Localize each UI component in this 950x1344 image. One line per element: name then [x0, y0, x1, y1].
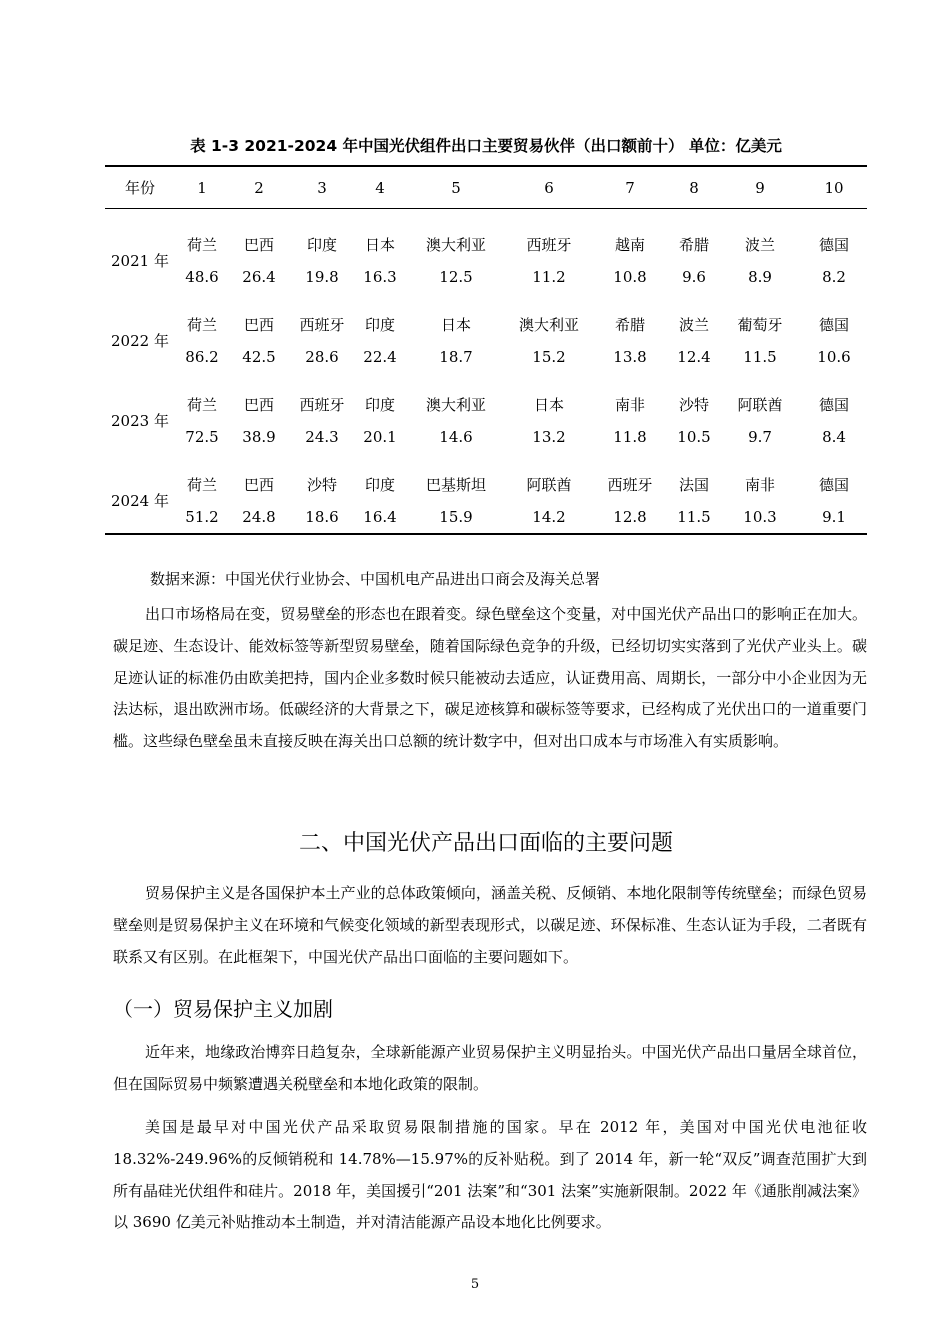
country-cell: 印度 [364, 475, 395, 494]
paragraph-protectionism-definition: 贸易保护主义是各国保护本土产业的总体政策倾向，涵盖关税、反倾销、本地化限制等传统壁垒；而绿色贸易壁垒则是贸易保护主义在环境和气候变化领域的新型表现形式，以碳足迹、环保标准、生态认证为手段，二者既有联系又有区别。在此框架下，中国光伏产品出口面临的主要问题如下。 [113, 884, 867, 966]
country-cell: 西班牙 [299, 315, 345, 334]
year-cell: 2022 年 [111, 331, 169, 350]
country-cell: 荷兰 [186, 395, 217, 414]
value-cell: 16.4 [363, 508, 397, 526]
table-row-values [105, 261, 867, 293]
country-cell: 南非 [744, 475, 775, 494]
value-cell: 86.2 [185, 348, 219, 366]
value-cell: 19.8 [305, 268, 339, 286]
header-cell: 年份 [124, 179, 155, 197]
value-cell: 12.4 [677, 348, 711, 366]
country-cell: 希腊 [614, 315, 645, 334]
country-cell: 沙特 [678, 395, 709, 414]
country-cell: 印度 [364, 315, 395, 334]
country-cell: 日本 [364, 235, 395, 254]
country-cell: 巴西 [243, 235, 274, 254]
section-heading: 二、中国光伏产品出口面临的主要问题 [298, 831, 673, 856]
country-cell: 日本 [440, 315, 471, 334]
country-cell: 沙特 [306, 475, 337, 494]
paragraph-geopolitics: 近年来，地缘政治博弈日趋复杂，全球新能源产业贸易保护主义明显抬头。中国光伏产品出口量居全球首位，但在国际贸易中频繁遭遇关税壁垒和本地化政策的限制。 [113, 1043, 867, 1093]
value-cell: 24.8 [242, 508, 276, 526]
value-cell: 15.2 [532, 348, 566, 366]
value-cell: 14.6 [439, 428, 473, 446]
value-cell: 11.2 [532, 268, 566, 286]
value-cell: 11.5 [677, 508, 711, 526]
year-cell: 2023 年 [111, 411, 169, 430]
header-cell: 6 [544, 178, 554, 197]
country-cell: 巴基斯坦 [425, 475, 486, 494]
value-cell: 24.3 [305, 428, 339, 446]
table-row-values [105, 421, 867, 453]
country-cell: 巴西 [243, 315, 274, 334]
country-cell: 巴西 [243, 395, 274, 414]
country-cell: 西班牙 [299, 395, 345, 414]
country-cell: 南非 [614, 395, 645, 414]
value-cell: 12.8 [613, 508, 647, 526]
country-cell: 波兰 [744, 235, 775, 254]
country-cell: 日本 [533, 395, 564, 414]
value-cell: 11.8 [613, 428, 647, 446]
value-cell: 9.6 [682, 268, 706, 286]
table-caption: 表 1-3 2021-2024 年中国光伏组件出口主要贸易伙伴（出口额前十） 单位：亿美元 [190, 137, 782, 155]
export-partners-table [105, 165, 867, 535]
value-cell: 42.5 [242, 348, 276, 366]
page-number: 5 [470, 1277, 480, 1292]
value-cell: 18.6 [305, 508, 339, 526]
country-cell: 希腊 [678, 235, 709, 254]
subsection-heading: （一）贸易保护主义加剧 [113, 997, 333, 1021]
table-row-values [105, 341, 867, 373]
value-cell: 13.2 [532, 428, 566, 446]
country-cell: 澳大利亚 [425, 395, 486, 414]
country-cell: 荷兰 [186, 315, 217, 334]
header-cell: 7 [625, 178, 635, 197]
value-cell: 8.9 [748, 268, 772, 286]
country-cell: 印度 [306, 235, 337, 254]
value-cell: 26.4 [242, 268, 276, 286]
paragraph-us-restrictions: 美国是最早对中国光伏产品采取贸易限制措施的国家。早在 2012 年，美国对中国光伏电池征收 18.32%-249.96%的反倾销税和 14.78%—15.97%的反补贴税。到了 2014 年，新一轮“双反”调查范围扩大到所有晶硅光伏组件和硅片。2018 年，美国援引“201 法案”和“301 法案”实施新限制。2022 年《通胀削减法案》以 3690 亿美元补贴推动本土制造，并对清洁能源产品设本地化比例要求。 [113, 1118, 867, 1232]
table-row-countries [105, 209, 867, 262]
value-cell: 20.1 [363, 428, 397, 446]
country-cell: 印度 [364, 395, 395, 414]
header-cell: 4 [375, 178, 385, 197]
value-cell: 16.3 [363, 268, 397, 286]
value-cell: 15.9 [439, 508, 473, 526]
value-cell: 8.2 [822, 268, 846, 286]
value-cell: 12.5 [439, 268, 473, 286]
country-cell: 德国 [818, 475, 849, 494]
value-cell: 10.6 [817, 348, 851, 366]
country-cell: 荷兰 [186, 235, 217, 254]
paragraph-green-barriers: 出口市场格局在变，贸易壁垒的形态也在跟着变。绿色壁垒这个变量，对中国光伏产品出口的影响正在加大。碳足迹、生态设计、能效标签等新型贸易壁垒，随着国际绿色竞争的升级，已经切切实实落到了光伏产业头上。碳足迹认证的标准仍由欧美把持，国内企业多数时候只能被动去适应，认证费用高、周期长，一部分中小企业因为无法达标，退出欧洲市场。低碳经济的大背景之下，碳足迹核算和碳标签等要求，已经构成了光伏出口的一道重要门槛。这些绿色壁垒虽未直接反映在海关出口总额的统计数字中，但对出口成本与市场准入有实质影响。 [113, 605, 867, 751]
value-cell: 10.3 [743, 508, 777, 526]
country-cell: 荷兰 [186, 475, 217, 494]
value-cell: 22.4 [363, 348, 397, 366]
table-header-row [105, 166, 867, 209]
value-cell: 10.8 [613, 268, 647, 286]
header-cell: 2 [254, 178, 264, 197]
value-cell: 11.5 [743, 348, 777, 366]
country-cell: 葡萄牙 [737, 315, 783, 334]
country-cell: 阿联酋 [737, 395, 783, 414]
value-cell: 72.5 [185, 428, 219, 446]
table-row-countries [105, 373, 867, 421]
table-row-values [105, 501, 867, 534]
header-cell: 3 [317, 178, 327, 197]
year-cell: 2024 年 [105, 453, 175, 534]
table-row-countries [105, 293, 867, 341]
value-cell: 13.8 [613, 348, 647, 366]
value-cell: 8.4 [822, 428, 846, 446]
value-cell: 38.9 [242, 428, 276, 446]
header-cell: 1 [197, 178, 207, 197]
value-cell: 48.6 [185, 268, 219, 286]
table-source-note: 数据来源：中国光伏行业协会、中国机电产品进出口商会及海关总署 [150, 570, 601, 588]
value-cell: 51.2 [185, 508, 219, 526]
country-cell: 德国 [818, 395, 849, 414]
header-cell: 5 [451, 178, 461, 197]
country-cell: 西班牙 [526, 235, 572, 254]
value-cell: 28.6 [305, 348, 339, 366]
country-cell: 澳大利亚 [425, 235, 486, 254]
country-cell: 越南 [614, 235, 645, 254]
country-cell: 巴西 [243, 475, 274, 494]
year-cell: 2021 年 [111, 251, 169, 270]
country-cell: 法国 [678, 475, 709, 494]
country-cell: 德国 [818, 235, 849, 254]
country-cell: 波兰 [678, 315, 709, 334]
header-cell: 8 [689, 178, 699, 197]
country-cell: 西班牙 [607, 475, 653, 494]
value-cell: 10.5 [677, 428, 711, 446]
country-cell: 澳大利亚 [518, 315, 579, 334]
value-cell: 9.7 [748, 428, 772, 446]
country-cell: 阿联酋 [526, 475, 572, 494]
value-cell: 14.2 [532, 508, 566, 526]
value-cell: 18.7 [439, 348, 473, 366]
table-row-countries [105, 453, 867, 501]
header-cell: 10 [824, 178, 844, 197]
header-cell: 9 [755, 178, 765, 197]
country-cell: 德国 [818, 315, 849, 334]
value-cell: 9.1 [822, 508, 846, 526]
